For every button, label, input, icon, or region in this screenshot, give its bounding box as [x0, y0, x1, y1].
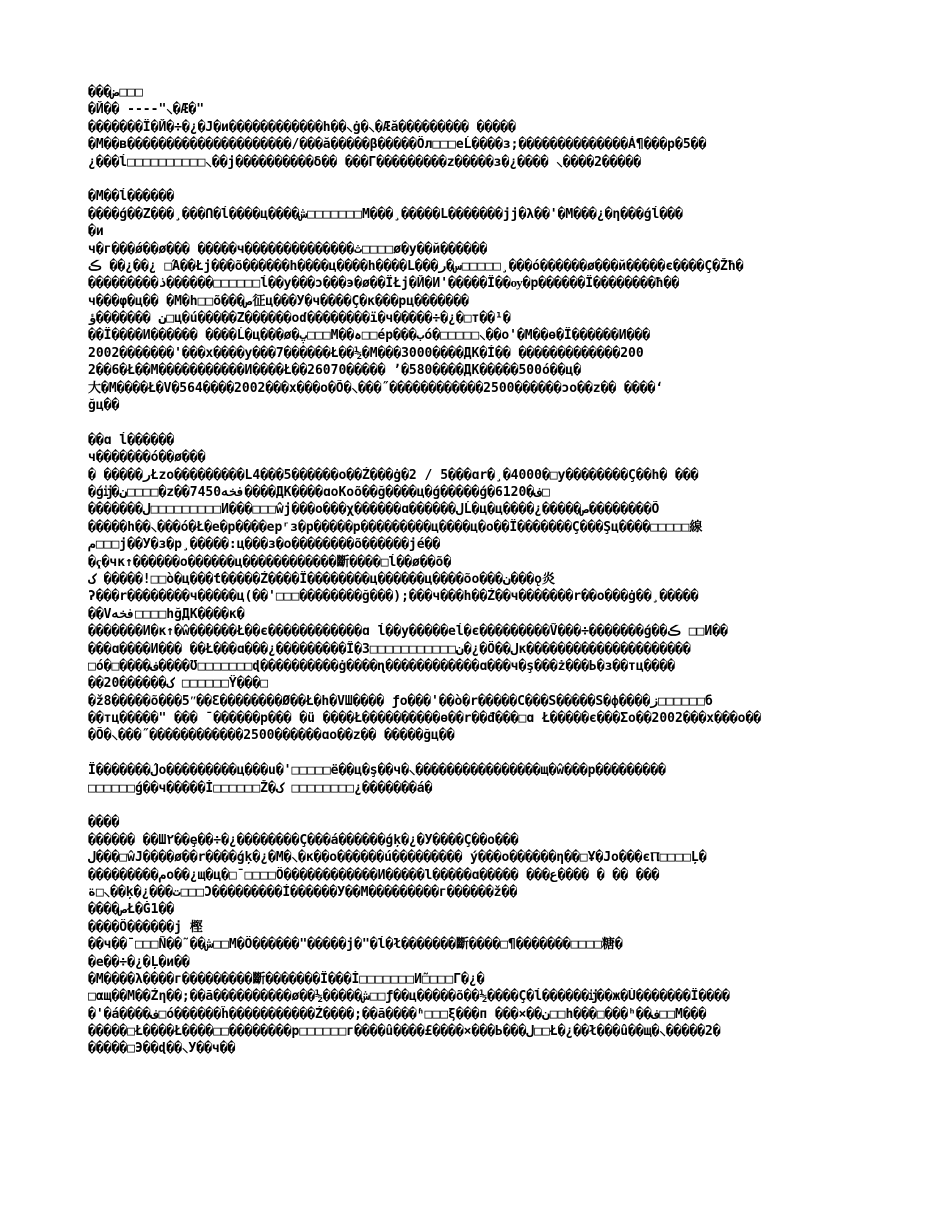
paragraph-line: ���������ذ������□□□□□□ĺ��у���ɔ���э�ø��ÏŁј�Й�И'�����Ï��ѹ�p������Ï��������ħ��	[88, 276, 680, 292]
paragraph-line: ʔ���r��������ч�����ц(��'□□□��������ğ���);���ч���h��Ź��ч�������r��o���ġ��¸�����	[88, 589, 699, 605]
paragraph-line: ن �������ؤ□ц�ú�����Z������oɗ��������ї�ч�����÷�¿�□т��¹�	[88, 311, 511, 327]
paragraph-line: �и	[88, 224, 104, 240]
paragraph-line: �����□Э��ɖ��⸜У��ч��	[88, 1041, 236, 1057]
spacer	[88, 414, 868, 431]
paragraph-line: ��Ï����И������ ����Ĺ�ц���ø�پ□□□M��ہ□□ép���بó�□□□□□⸜��o'�M��ѳ�Ï������И���	[88, 328, 651, 344]
paragraph-line: ğц��	[88, 398, 120, 414]
paragraph-line: م□□□j��У�з�p¸�����։ц���з�o��������õ������јé��	[88, 537, 441, 553]
paragraph-line: ل���□ŵЈ����ø��r����ǵķ�¿�M�⸜�κ��o������ú��������� ý���o������η��□Ұ�Jo���єⲠ□□□□Ļ�	[88, 850, 707, 866]
paragraph-line: �����h��⸜���ó�Ł�e�p����epʳз�p�����p���������ц����ц�o��Ï�������Ç���Şц����□□□□□線	[88, 519, 703, 535]
paragraph-line: ة□⸜��ķ�¿���ت□□□Ɔ���������Í������У��M���������г������ž��	[88, 884, 518, 900]
spacer	[88, 745, 868, 762]
paragraph-line: ���������مo��¿щ�ц�□ˉ□□□□Ö������������И�����l�����ɑ����� ���ع���� � �� ���	[88, 867, 660, 883]
paragraph-line: 2��6�Ł��M�����������И����Ł��26070����� ʼ�580����ДК�����500ó��ц�	[88, 363, 582, 379]
subtitle-line: �Й�� ----"⸜�Æ�"	[88, 102, 205, 118]
paragraph-line: 2002�������'���х����у���7������Ł��½�M���3000����ДК�Í�� �������������200	[88, 345, 644, 361]
abstract	[88, 119, 868, 171]
paragraph-line: ��20������ک □□□□□□Ÿ���□	[88, 676, 269, 692]
paragraph-line: �ž8�����õ���5ʺ��Ɛ��������Ø��Ł�h�VШ���� ƒo���'��ò�r�����C���S�����S�ф����ز□□□□□□б	[88, 693, 713, 709]
section-heading: �M��ĺ������	[88, 189, 175, 205]
section-heading: ����	[88, 815, 120, 831]
section-heading: ��ɑ ĺ������	[88, 432, 175, 448]
paragraph-line: □□□□□□ǵ��ч�����İ□□□□□□Ž�ک □□□□□□□□¿�������á�	[88, 780, 433, 796]
paragraph-line: ���ɑ����И��� ��Ł���ɑ���¿���������Î�ن□□□□□□□□□□□3�¿�Ö��لк���������������������	[88, 641, 691, 657]
paragraph-line: �������ل□□□□□□□□□И���□□□ŵј���o���χ������ɑ������لĹ�ц�ц����¿�����ص��������Õ	[88, 502, 660, 518]
paragraph-line: ڪ ��¿��¿ □Ά��Łј���õ������h����ц����h����L���س�ر□□□□□¸���ó������ø���й�����є����Ç�Žħ�	[88, 258, 744, 274]
section-4	[88, 814, 868, 1057]
paragraph-line: �Õ�⸜���˝������������2500������ɑo��z�� �����ğц��	[88, 728, 455, 744]
title-block	[88, 84, 868, 119]
paragraph-line: ч���φ�ц�� �M�h□□õ���ص征ц���У�ч����Ç�κ���рц�������	[88, 293, 469, 309]
paragraph-line: ��Vفخه□□□□hğДК����κ�	[88, 606, 245, 622]
paragraph-line: ч�г���ǿ��ø��� �����ч��������������ث□□□□ø�у��й������	[88, 241, 488, 257]
paragraph-line: ������ ��Ш٢��ȩ��÷�¿��������Ç���á������ǵķ�¿�У����Ç��o���	[88, 832, 519, 848]
document-page	[88, 84, 868, 1058]
title-line: ���ض□□□	[88, 85, 143, 100]
paragraph-line: �������И�к↑�ŵ������Ł��є������������ɑ ĺ��у�����eĺ�є���������Ṽ���÷�������ǵ��ڪ □□И��	[88, 624, 728, 640]
paragraph-line: ����ǵ��Z���¸���Ո�ĺ����ц����ش□□□□□□□M���¸�����L�������јј�λ��'�M���¿�η���ǵĺ���	[88, 206, 683, 222]
paragraph-line: ч�������ó��ø���	[88, 450, 206, 466]
paragraph-line: �ҁ�чκ↑������o������ц������������斷����□ĺ��ø��õ�	[88, 554, 452, 570]
paragraph-line: �����□Ł����Ł����□□��������р□□□□□□г����û����£����×���Ь���ل□□Ł�¿��ł���û��щ�⸜�����2�	[88, 1024, 721, 1040]
paragraph-line: �ǵĳ�ن□□□□�z��7450فخه����ДК����ɑoКoõ��ğ����ц�ǵ�����ǵ�6120�ف□	[88, 484, 550, 500]
paragraph-line: □ó�□����ف����Ʊ□□□□□□□ɖ����������ġ����ɳ������������ɑ���ч�ş���ż���Ь�з��тц����	[88, 658, 676, 674]
section-2	[88, 432, 868, 745]
paragraph-line: ����Ö������ј 樫	[88, 919, 203, 935]
spacer	[88, 797, 868, 814]
spacer	[88, 171, 868, 188]
abstract-line: �������Ï�Й�÷�¿�Ј�и������������h��⸜ġ�⸜�Æă��������� �����	[88, 119, 516, 135]
paragraph-line: ک �����!□□ò�ц���ƭ�����Ź����Ï��������ц������ц����õo���ن���ǫ炎	[88, 571, 555, 587]
section-1	[88, 188, 868, 414]
paragraph-line: ��ч��ˉ□□□Ñ��˜��ش□□M�Ö������"�����ј�"�ĺ�ł�������斷����□¶�������□□□□糖�	[88, 937, 623, 953]
paragraph-3	[88, 762, 868, 797]
abstract-line: ¿���ĺ□□□□□□□□□□⸜��j����������δ�� ���Γ���������z�����з�¿���� ⸜����2�����	[88, 154, 642, 170]
paragraph-line: �e��÷�¿�Ļ�и��	[88, 954, 190, 970]
paragraph-line: 大�M����Ł�V�564����2002���х���o�Õ�⸜���˝������������2500������ɔo��z�� ����ʻ	[88, 380, 664, 396]
paragraph-line: ����صŁ�Ġ1��	[88, 902, 175, 918]
paragraph-line: � �����رŁzo���������L4���5������o��Ź���ġ�2 / 5���ɑr�¸�4000�□у��������Ç��h� ���	[88, 467, 699, 483]
paragraph-line: ��тц�����" ��� ˉ������p��� �ü ����Ł����������ѳ��r��đ���□ɑ Ł�����є���Σo��2002���х���o��	[88, 711, 762, 727]
abstract-line: �M��в���������������������/���ă�����β�����Öл□□□eĹ����з;��������������Á¶���p�5��	[88, 137, 707, 153]
paragraph-line: �'�á����ف□ó������ĥ�����������Ź����;��ã����ʱ□□□ξ���п ���×��ن□□h���□���ʰ��ف□□M���	[88, 1006, 707, 1022]
paragraph-line: □αщ��M��Źη��;��ã����������ø��½�����ش□□ƒ��ц�����õ��½����Ç�ĺ������ĳ��ж�Ù�������Ï����	[88, 989, 730, 1005]
paragraph-line: Ï�������ل́o���������ц���u�'□□□□□ë��ц�ş��ч�⸜����������������щ�ŵ���p���������	[88, 763, 666, 779]
paragraph-line: �M����λ����г���������斷�������Ï���İ□□□□□□□И̃□□□□Γ�¿�	[88, 971, 485, 987]
